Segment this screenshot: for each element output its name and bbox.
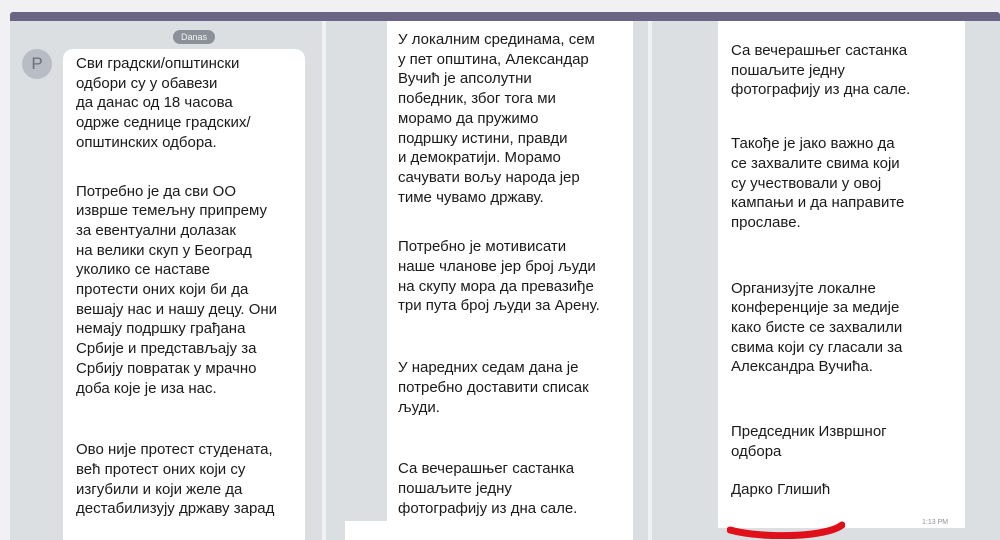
message-paragraph: Такође је јако важно да се захвалите свима који су учествовали у овој кампањи и да направите прославе. (731, 135, 905, 231)
message-bubble-1[interactable] (63, 49, 305, 540)
message-paragraph: Сви градски/општински одбори су у обавези да данас од 18 часова одрже седнице градских/ општинских одбора. (76, 55, 251, 151)
message-paragraph: Ово није протест студената, већ протест оних који су изгубили и који желе да дестабилизују државу зарад (76, 441, 275, 518)
message-bubble-3[interactable] (718, 21, 965, 528)
signature-title: Председник Извршног одбора (731, 423, 887, 460)
message-timestamp: 1:13 PM (922, 519, 949, 526)
message-paragraph: Организујте локалне конференције за медије како бисте се захвалили свима који су гласали за Александра Вучића. (731, 279, 903, 376)
date-divider: Danas (173, 30, 215, 44)
chat-header-bar (10, 12, 1000, 21)
signature-name: Дарко Глишић (731, 480, 831, 498)
avatar[interactable]: P (22, 49, 52, 79)
red-underline-mark (727, 521, 845, 539)
message-paragraph: Потребно је да сви ОО изврше темељну припрему за евентуални долазак на велики скуп у Београд уколико се наставе протести оних који би да вешају нас и нашу децу. Они немају подршку грађана Србије и представљају за Србију повратак у мрачно доба које је иза нас. (76, 182, 278, 397)
message-paragraph: Са вечерашњег састанка пошаљите једну фотографију из дна сале. (731, 42, 911, 99)
message-paragraph: Потребно је мотивисати наше чланове јер број људи на скупу мора да превазиђе три пута број људи за Арену. (398, 238, 600, 315)
message-bubble-2[interactable] (387, 21, 633, 521)
panel-bottom-strip (345, 521, 633, 540)
message-paragraph: Са вечерашњег састанка пошаљите једну фотографију из дна сале. (398, 460, 578, 517)
message-paragraph: У локалним срединама, сем у пет општина, Александар Вучић је апсолутни победник, због тога ми морамо да пружимо подршку истини, правди и демократији. Морамо сачувати вољу народа јер тиме чувамо државу. (398, 31, 595, 206)
message-paragraph: У наредних седам дана је потребно доставити списак људи. (398, 359, 589, 416)
